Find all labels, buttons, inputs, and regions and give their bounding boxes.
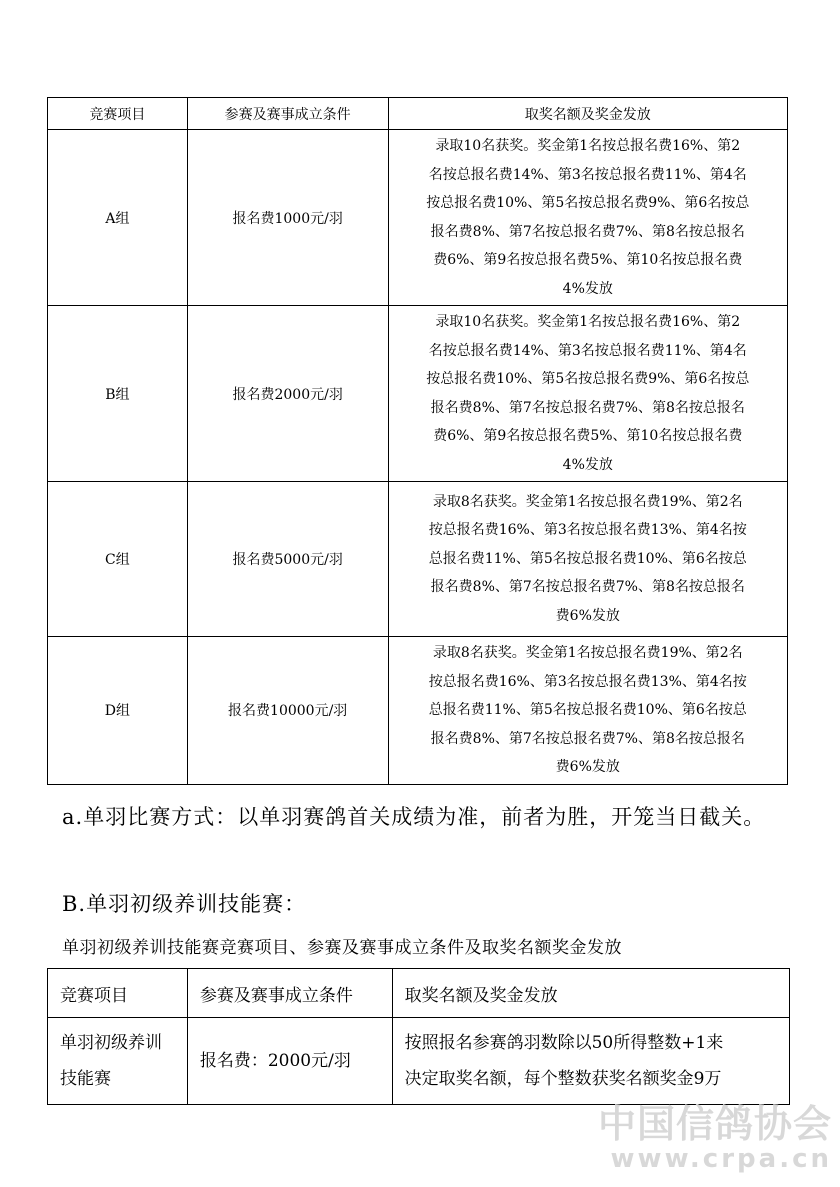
- prize-line: 按总报名费10%、第5名按总报名费9%、第6名按总: [426, 371, 750, 387]
- prize-cell: [388, 482, 787, 637]
- event-line: 单羽初级养训: [60, 1033, 162, 1053]
- prize-line: 按总报名费10%、第5名按总报名费9%、第6名按总: [426, 195, 750, 211]
- race-method-paragraph: a.单羽比赛方式：以单羽赛鸽首关成绩为准，前者为胜，开笼当日截关。: [62, 805, 766, 829]
- table-header-row: [48, 98, 788, 130]
- header-condition: 参赛及赛事成立条件: [187, 98, 388, 130]
- prize-table-2: [47, 968, 790, 1105]
- prize-line: 录取10名获奖。奖金第1名按总报名费16%、第2: [435, 314, 741, 330]
- table-header-row: [48, 969, 790, 1018]
- prize-line: 名按总报名费14%、第3名按总报名费11%、第4名: [428, 342, 747, 359]
- prize-line: 名按总报名费14%、第3名按总报名费11%、第4名: [428, 166, 747, 183]
- group-cell: C组: [48, 482, 188, 637]
- condition-cell: 报名费5000元/羽: [187, 482, 388, 637]
- prize-line: 决定取奖名额，每个整数获奖名额奖金9万: [404, 1069, 722, 1089]
- prize-cell: [388, 306, 787, 482]
- prize-line: 按总报名费16%、第3名按总报名费13%、第4名按: [428, 673, 747, 690]
- section-heading: B.单羽初级养训技能赛：: [62, 892, 307, 916]
- prize-line: 总报名费11%、第5名按总报名费10%、第6名按总: [428, 550, 747, 567]
- prize-line: 费6%发放: [555, 759, 620, 775]
- prize-cell: [388, 130, 787, 306]
- prize-line: 费6%、第9名按总报名费5%、第10名按总报名费: [433, 428, 743, 444]
- header-event: 竞赛项目: [48, 98, 188, 130]
- group-cell: D组: [48, 637, 188, 785]
- prize-line: 费6%、第9名按总报名费5%、第10名按总报名费: [433, 252, 743, 268]
- prize-cell: [388, 637, 787, 785]
- prize-line: 报名费8%、第7名按总报名费7%、第8名按总报名: [430, 399, 745, 416]
- prize-line: 报名费8%、第7名按总报名费7%、第8名按总报名: [430, 730, 745, 747]
- condition-cell: 报名费：2000元/羽: [187, 1018, 392, 1105]
- prize-line: 按照报名参赛鸽羽数除以50所得整数+1来: [404, 1033, 724, 1053]
- header-condition: 参赛及赛事成立条件: [187, 969, 392, 1018]
- prize-line: 费6%发放: [555, 607, 620, 624]
- prize-line: 4%发放: [562, 456, 613, 473]
- header-prize: 取奖名额及奖金发放: [388, 98, 787, 130]
- event-line: 技能赛: [60, 1069, 111, 1089]
- prize-line: 按总报名费16%、第3名按总报名费13%、第4名按: [428, 522, 747, 539]
- prize-line: 录取8名获奖。奖金第1名按总报名费19%、第2名: [432, 493, 743, 510]
- prize-line: 录取8名获奖。奖金第1名按总报名费19%、第2名: [432, 645, 743, 661]
- table-caption: 单羽初级养训技能赛竞赛项目、参赛及赛事成立条件及取奖名额奖金发放: [62, 938, 622, 958]
- watermark-title: 中国信鸽协会: [597, 1102, 832, 1146]
- prize-line: 4%发放: [562, 280, 613, 297]
- header-prize: 取奖名额及奖金发放: [392, 969, 789, 1018]
- watermark-url: www.crpa.cn: [610, 1144, 832, 1174]
- prize-table-1: [47, 97, 788, 785]
- prize-line: 总报名费11%、第5名按总报名费10%、第6名按总: [428, 702, 747, 718]
- table-row: [48, 1018, 790, 1105]
- table-row: [48, 482, 788, 637]
- condition-cell: 报名费1000元/羽: [187, 130, 388, 306]
- prize-line: 报名费8%、第7名按总报名费7%、第8名按总报名: [430, 579, 745, 596]
- group-cell: A组: [48, 130, 188, 306]
- prize-cell: [392, 1018, 789, 1105]
- prize-line: 报名费8%、第7名按总报名费7%、第8名按总报名: [430, 223, 745, 240]
- table-row: [48, 130, 788, 306]
- group-cell: B组: [48, 306, 188, 482]
- condition-cell: 报名费2000元/羽: [187, 306, 388, 482]
- prize-line: 录取10名获奖。奖金第1名按总报名费16%、第2: [435, 138, 741, 154]
- watermark: [598, 1103, 832, 1173]
- event-cell: [48, 1018, 188, 1105]
- header-event: 竞赛项目: [48, 969, 188, 1018]
- condition-cell: 报名费10000元/羽: [187, 637, 388, 785]
- table-row: [48, 306, 788, 482]
- table-row: [48, 637, 788, 785]
